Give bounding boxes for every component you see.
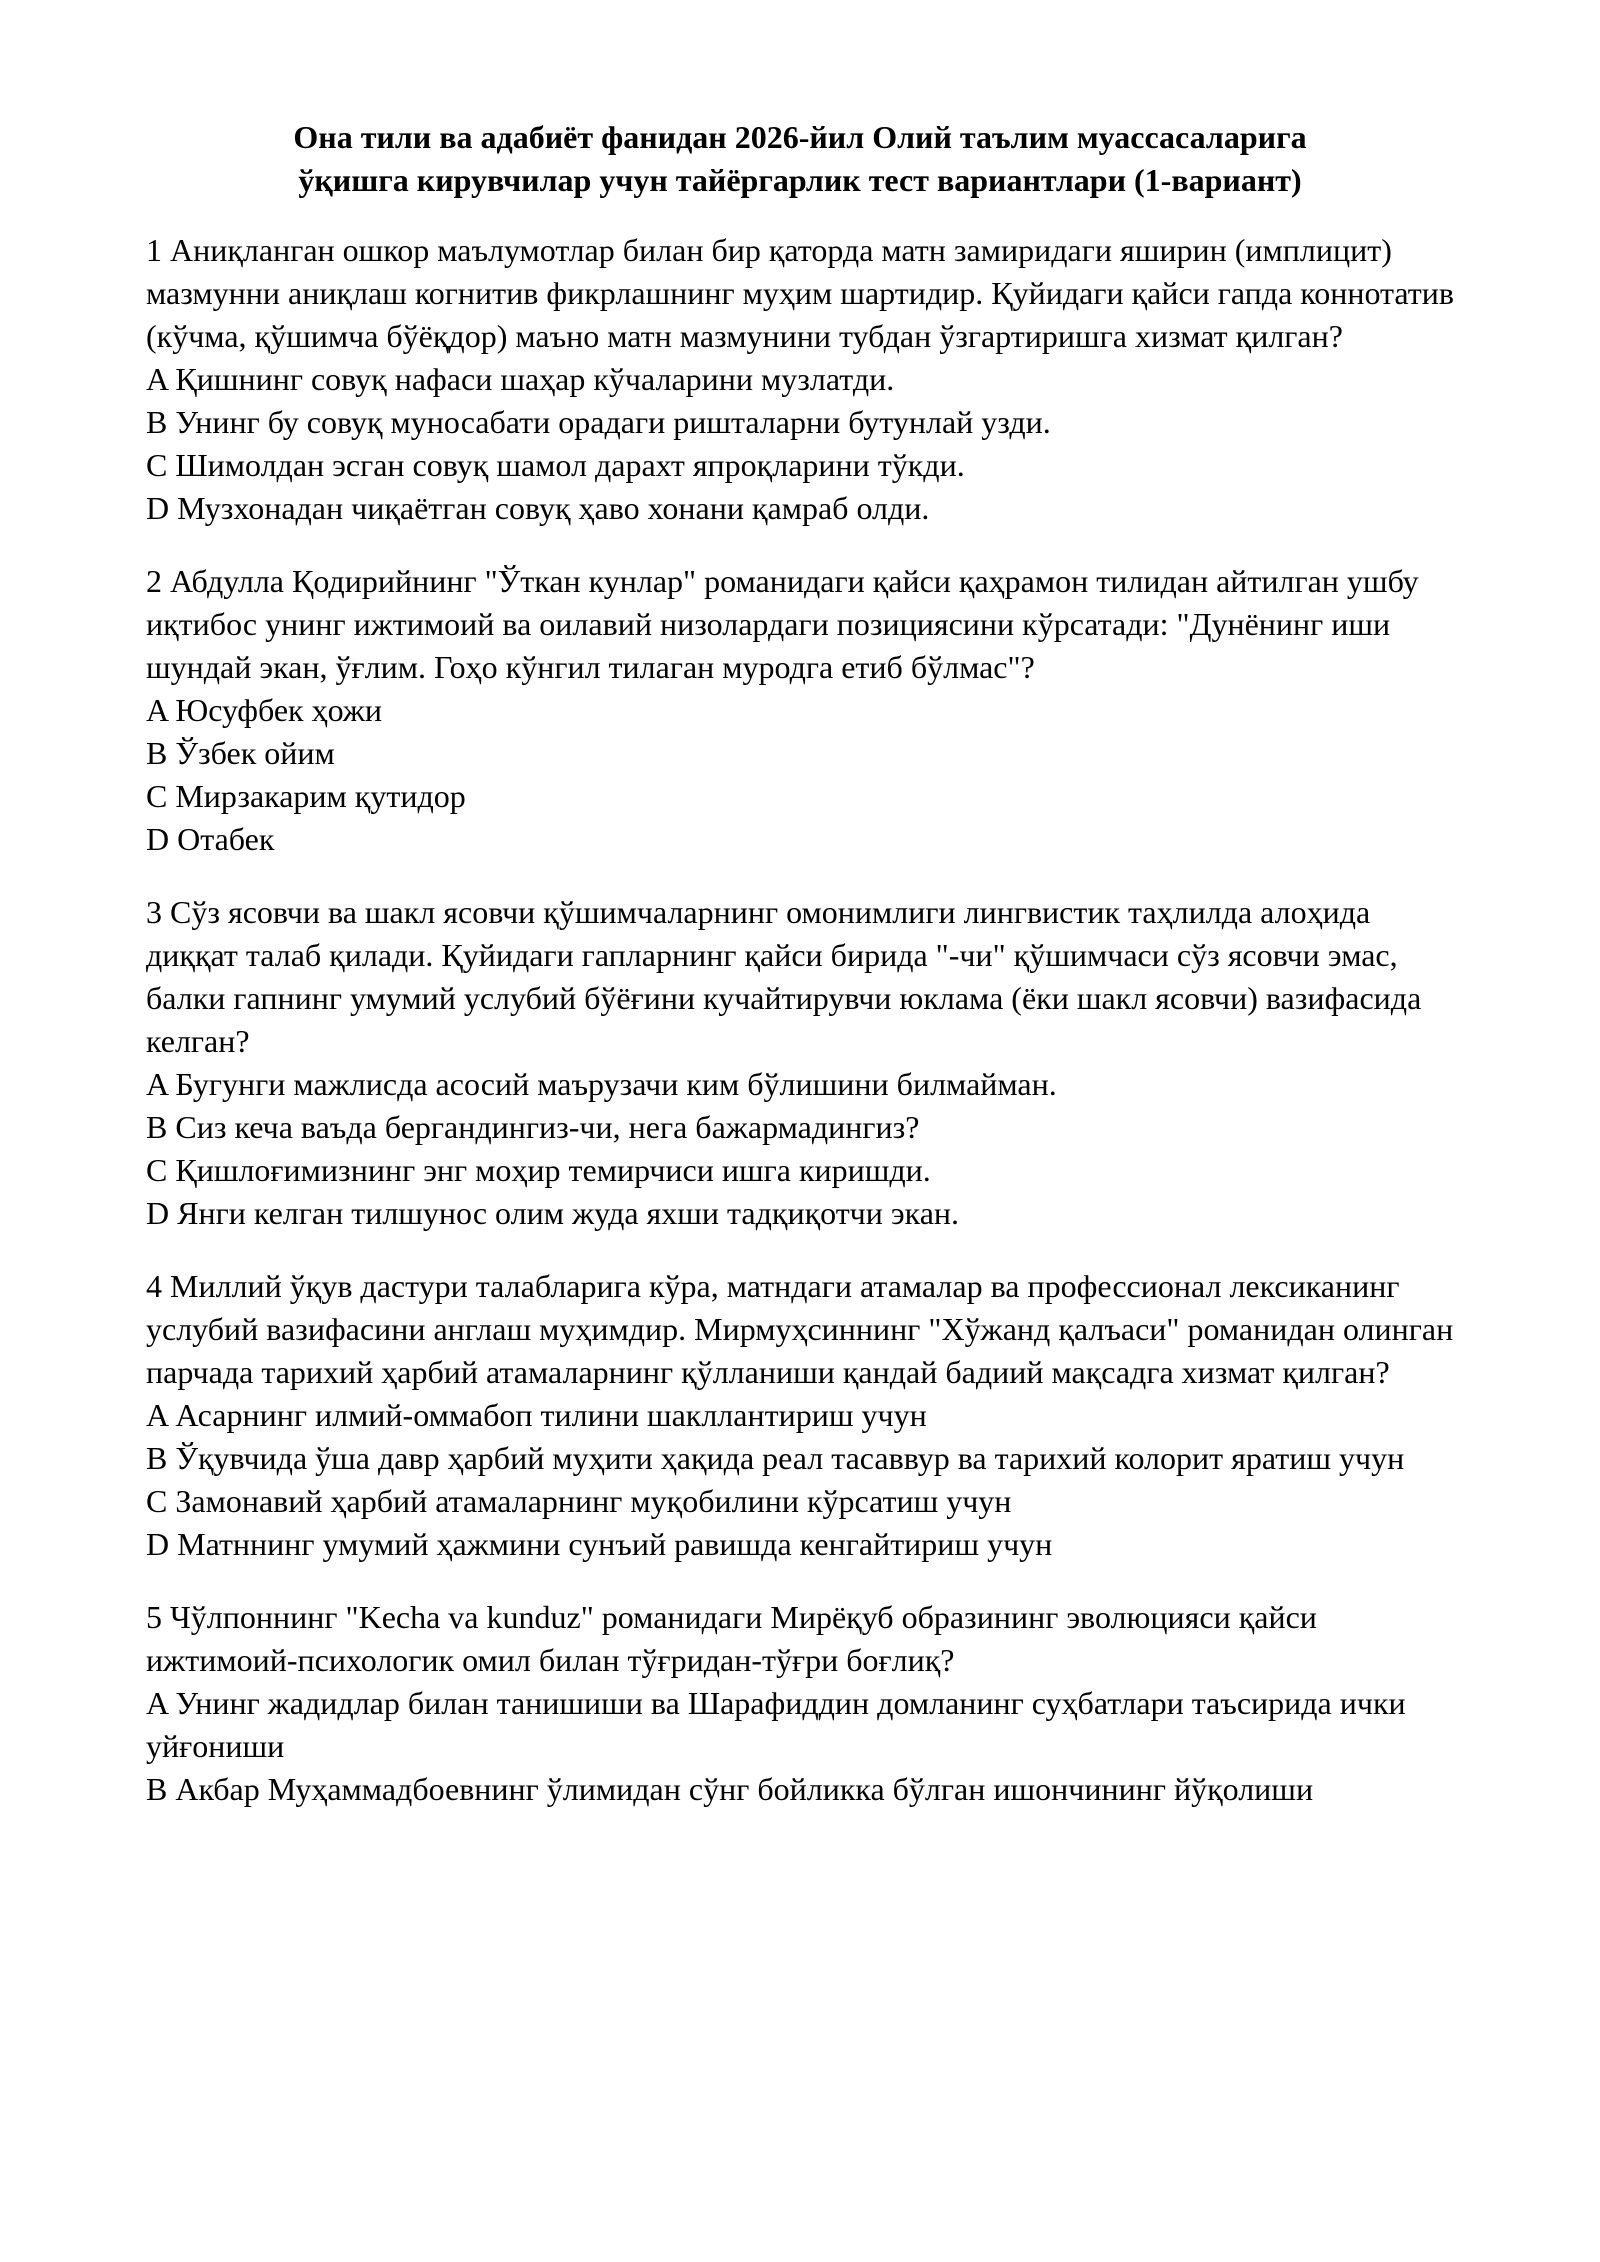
question-text: 2 Абдулла Қодирийнинг "Ўткан кунлар" романидаги қайси қаҳрамон тилидан айтилган ушбу иқтибос унинг ижтимоий ва оилавий низолардаги позициясини кўрсатади: "Дунёнинг иши шундай экан, ўғлим. Гоҳо кўнгил тилаган муродга етиб бўлмас"?	[146, 563, 1419, 685]
question-4	[146, 1265, 1454, 1566]
answer-option-d: D Отабек	[146, 821, 275, 857]
answer-option-c: C Қишлоғимизнинг энг моҳир темирчиси ишга киришди.	[146, 1152, 931, 1188]
answer-option-b: B Ўқувчида ўша давр ҳарбий муҳити ҳақида реал тасаввур ва тарихий колорит яратиш учун	[146, 1440, 1405, 1476]
question-text: 4 Миллий ўқув дастури талабларига кўра, матндаги атамалар ва профессионал лексиканинг услубий вазифасини англаш муҳимдир. Мирмуҳсиннинг "Хўжанд қалъаси" романидан олинган парчада тарихий ҳарбий атамаларнинг қўлланиши қандай бадиий мақсадга хизмат қилган?	[146, 1268, 1454, 1390]
answer-option-c: C Мирзакарим қутидор	[146, 778, 466, 814]
document-title: Она тили ва адабиёт фанидан 2026-йил Олий таълим муассасаларига ўқишга кирувчилар учун тайёргарлик тест вариантлари (1-вариант)	[293, 119, 1307, 198]
answer-option-d: D Матннинг умумий ҳажмини сунъий равишда кенгайтириш учун	[146, 1526, 1053, 1562]
question-text: 5 Чўлпоннинг "Kecha va kunduz" романидаги Мирёқуб образининг эволюцияси қайси ижтимоий-психологик омил билан тўғридан-тўғри боғлиқ?	[146, 1599, 1317, 1678]
answer-option-a: A Асарнинг илмий-оммабоп тилини шакллантириш учун	[146, 1397, 927, 1433]
answer-option-a: A Қишнинг совуқ нафаси шаҳар кўчаларини музлатди.	[146, 361, 895, 397]
answer-option-a: A Бугунги мажлисда асосий маърузачи ким бўлишини билмайман.	[146, 1066, 1057, 1102]
answer-option-b: B Сиз кеча ваъда бергандингиз-чи, нега бажармадингиз?	[146, 1109, 920, 1145]
answer-option-d: D Янги келган тилшунос олим жуда яхши тадқиқотчи экан.	[146, 1195, 960, 1231]
answer-option-a: A Унинг жадидлар билан танишиши ва Шарафиддин домланинг суҳбатлари таъсирида ички уйғониши	[146, 1685, 1406, 1764]
answer-option-c: C Шимолдан эсган совуқ шамол дарахт япроқларини тўкди.	[146, 447, 965, 483]
answer-option-d: D Музхонадан чиқаётган совуқ ҳаво хонани қамраб олди.	[146, 490, 930, 526]
question-text: 3 Сўз ясовчи ва шакл ясовчи қўшимчаларнинг омонимлиги лингвистик таҳлилда алоҳида диққат талаб қилади. Қуйидаги гапларнинг қайси бирида "-чи" қўшимчаси сўз ясовчи эмас, балки гапнинг умумий услубий бўёғини кучайтирувчи юклама (ёки шакл ясовчи) вазифасида келган?	[146, 894, 1422, 1059]
question-3	[146, 891, 1454, 1235]
answer-option-c: C Замонавий ҳарбий атамаларнинг муқобилини кўрсатиш учун	[146, 1483, 1012, 1519]
answer-option-b: B Унинг бу совуқ муносабати орадаги ришталарни бутунлай узди.	[146, 404, 1051, 440]
question-5	[146, 1596, 1454, 1811]
answer-option-b: B Акбар Муҳаммадбоевнинг ўлимидан сўнг бойликка бўлган ишончининг йўқолиши	[146, 1771, 1314, 1807]
question-2	[146, 560, 1454, 861]
question-1	[146, 229, 1454, 530]
answer-option-a: A Юсуфбек ҳожи	[146, 692, 382, 728]
answer-option-b: B Ўзбек ойим	[146, 735, 335, 771]
question-text: 1 Аниқланган ошкор маълумотлар билан бир қаторда матн замиридаги яширин (имплицит) мазмунни аниқлаш когнитив фикрлашнинг муҳим шартидир. Қуйидаги қайси гапда коннотатив (кўчма, қўшимча бўёқдор) маъно матн мазмунини тубдан ўзгартиришга хизмат қилган?	[146, 232, 1454, 354]
